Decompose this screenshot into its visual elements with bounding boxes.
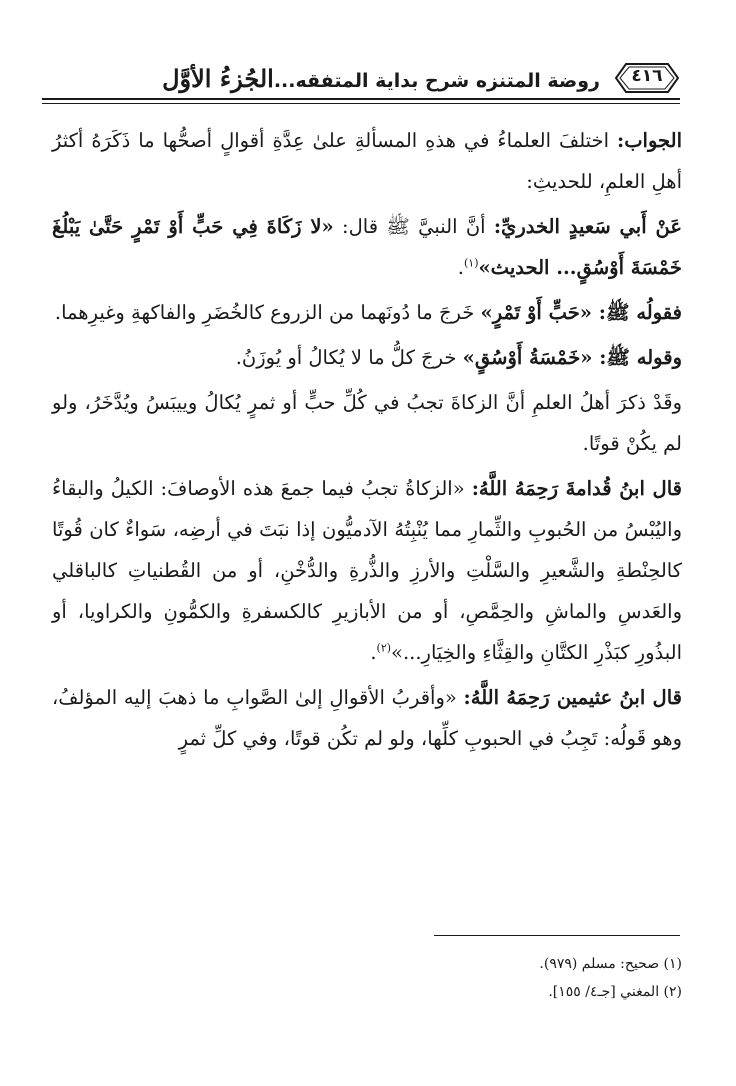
paragraph-ibn-qudama (52, 468, 682, 673)
paragraph-hadith (52, 206, 682, 288)
footnote-1: (١) صحيح: مسلم (٩٧٩). (539, 956, 682, 972)
footnote-ref: (١) (463, 256, 479, 270)
paragraph-text: أنَّ النبيَّ ﷺ قال: (333, 215, 494, 238)
footnote-2: (٢) المغني [جـ٤/ ١٥٥]. (548, 984, 682, 1000)
hadith-quote: «حَبٍّ أَوْ تَمْرٍ» (480, 301, 599, 324)
running-title (42, 64, 600, 93)
page-header (42, 58, 680, 102)
paragraph-lead: فقولُه ﷺ: (598, 301, 682, 324)
paragraph-text: خَرجَ ما دُونَهما من الزروع كالخُضَرِ والفاكهةِ وغيرِهما. (54, 301, 481, 324)
paragraph-scholars (52, 382, 682, 464)
paragraph-lead: الجواب: (617, 129, 682, 152)
paragraph-lead: قال ابنُ قُدامةَ رَحِمَهُ اللَّهُ: (471, 477, 682, 500)
header-rule (42, 98, 680, 100)
paragraph-text: «وأقربُ الأقوالِ إلىٰ الصَّوابِ ما ذهبَ إليه المؤلفُ، وهو قَولُه: تَجِبُ في الحبوبِ كلِّها، ولو لم تكُن قوتًا، وفي كلِّ ثمرٍ (52, 686, 682, 750)
paragraph-explanation-1 (52, 292, 682, 333)
footnote-separator (434, 935, 680, 936)
paragraph-explanation-2 (52, 337, 682, 378)
paragraph-ibn-uthaymin (52, 677, 682, 759)
book-title: روضة المتنزه شرح بداية المتفقه... (273, 70, 600, 92)
hadith-quote: «خَمْسَةُ أَوْسُقٍ» (462, 346, 600, 369)
paragraph-lead: قال ابنُ عثيمين رَحِمَهُ اللَّهُ: (463, 686, 682, 709)
page-number-frame (614, 62, 680, 94)
paragraph-tail: . (370, 641, 377, 664)
paragraph-answer (52, 120, 682, 202)
paragraph-lead: وقوله ﷺ: (599, 346, 682, 369)
main-text (52, 120, 682, 763)
paragraph-tail: . (457, 256, 464, 279)
footnote-ref: (٢) (376, 641, 392, 655)
page-number: ٤١٦ (631, 66, 663, 86)
hadith-quote: «لا زَكَاةَ فِي حَبٍّ أَوْ تَمْرٍ حَتَّىٰ يَبْلُغَ خَمْسَةَ أَوْسُقٍ... الحديث» (52, 215, 682, 279)
volume-label: الجُزءُ الأوَّل (162, 64, 274, 93)
paragraph-text: «الزكاةُ تجبُ فيما جمعَ هذه الأوصافَ: الكيلُ والبقاءُ واليُبْسُ من الحُبوبِ والثِّمارِ مما يُنْبِتُهُ الآدميُّون إذا نبَتَ في أرضِه، سَواءٌ كان قُوتًا كالحِنْطةِ والشَّعيرِ والسَّلْتِ والأرزِ والذُّرةِ والدُّخْنِ، أو من القُطنياتِ كالباقلي والعَدسِ والماشِ والحِمَّصِ، أو من الأبازيرِ كالكسفرةِ والكمُّونِ والكراويا، أو البذُورِ كبَذْرِ الكتَّانِ والقِثَّاءِ والخِيَارِ...» (52, 477, 682, 664)
paragraph-lead: عَنْ أَبي سَعيدٍ الخدريِّ: (493, 215, 682, 238)
paragraph-text: اختلفَ العلماءُ في هذهِ المسألةِ علىٰ عِدَّةِ أقوالٍ أصحُّها ما ذَكَرَهُ أكثرُ أهلِ العلمِ، للحديثِ: (52, 129, 682, 193)
header-rule-thin (42, 103, 680, 104)
footnotes (52, 950, 682, 1006)
paragraph-text: خرجَ كلُّ ما لا يُكالُ أو يُوزَنُ. (235, 346, 463, 369)
paragraph-text: وقَدْ ذكرَ أهلُ العلمِ أنَّ الزكاةَ تجبُ في كُلِّ حبٍّ أو ثمرٍ يُكالُ وييبَسُ ويُدَّخَرُ، ولو لم يكُنْ قوتًا. (52, 391, 682, 455)
